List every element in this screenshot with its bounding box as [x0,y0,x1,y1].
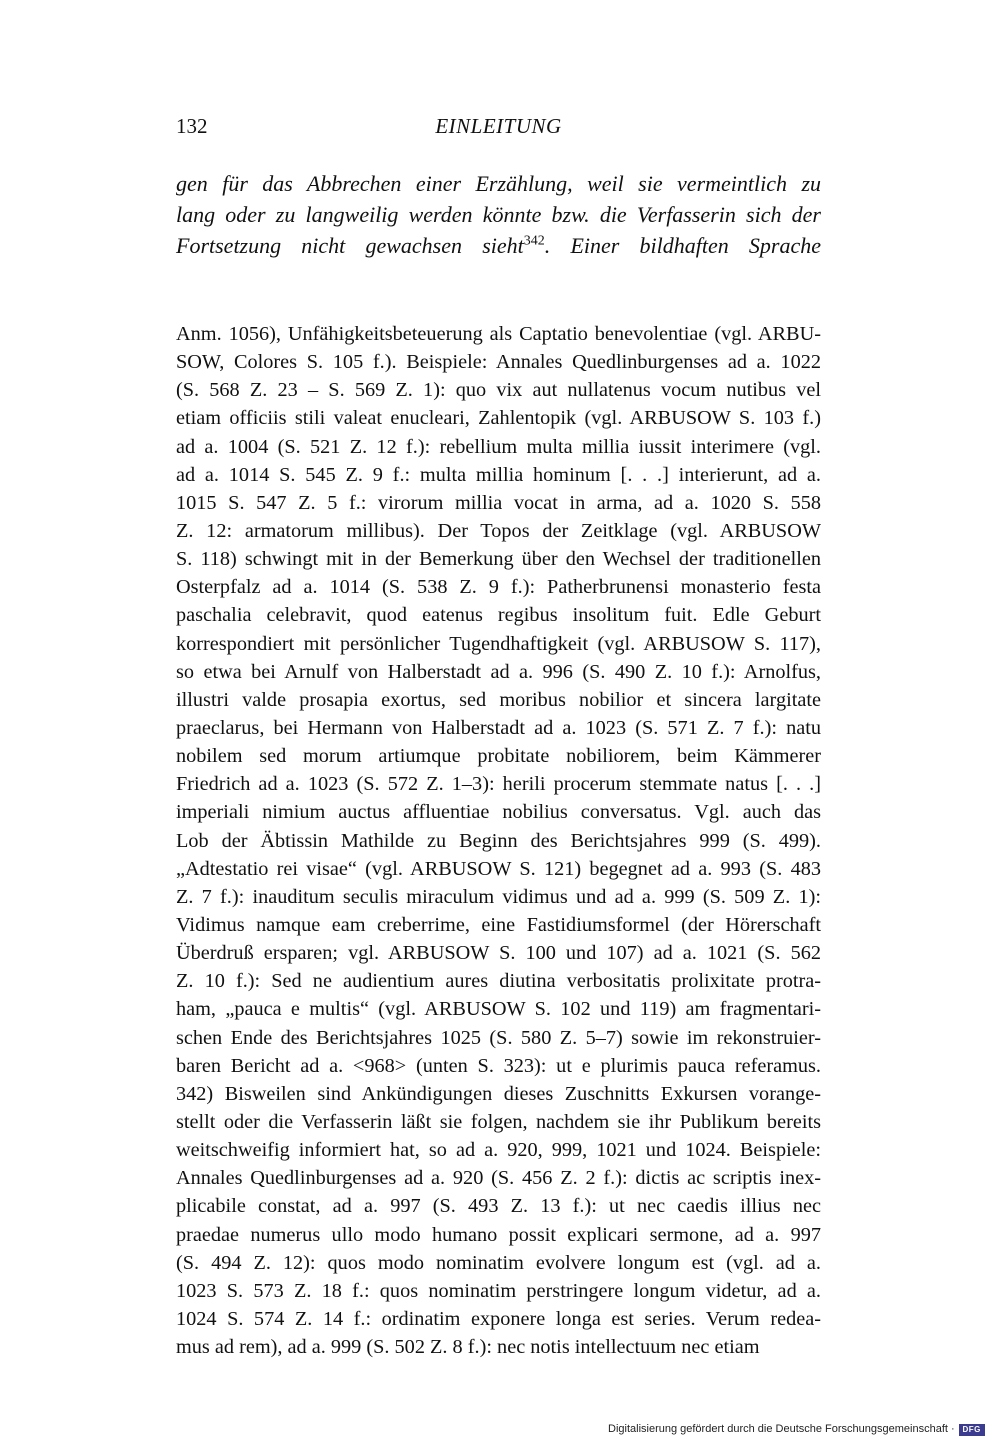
page-header [176,114,821,144]
footnote-line: imperiali nimium auctus affluentiae nobilius conversatus. Vgl. auch das [176,801,821,824]
footnote-line: (S. 494 Z. 12): quos modo nominatim evolvere longum est (vgl. ad a. [176,1251,821,1274]
footnote-line: Z. 10 f.): Sed ne audientium aures diutina verbositatis prolixitate protra- [176,970,821,993]
footnote-line: 1024 S. 574 Z. 14 f.: ordinatim exponere longa est series. Verum redea- [176,1307,821,1330]
footnote-line: schen Ende des Berichtsjahres 1025 (S. 580 Z. 5–7) sowie im rekonstruier- [176,1026,821,1049]
footnote-line: Annales Quedlinburgenses ad a. 920 (S. 456 Z. 2 f.): dictis ac scriptis inex- [176,1167,821,1190]
footer-text: Digitalisierung gefördert durch die Deutsche Forschungsgemeinschaft · [608,1423,955,1435]
footnote-line: ad a. 1004 (S. 521 Z. 12 f.): rebellium multa millia iussit interimere (vgl. [176,435,821,458]
footnote-line: praeclarus, bei Hermann von Halberstadt ad a. 1023 (S. 571 Z. 7 f.): natu [176,716,821,739]
footnote-line: S. 118) schwingt mit in der Bemerkung über den Wechsel der traditionellen [176,548,821,571]
footnote-line: 1023 S. 573 Z. 18 f.: quos nominatim perstringere longum videtur, ad a. [176,1279,821,1302]
main-text-line [176,230,821,261]
footnote-line: Überdruß ersparen; vgl. ARBUSOW S. 100 und 107) ad a. 1021 (S. 562 [176,942,821,965]
footnote-line: Z. 7 f.): inauditum seculis miraculum vidimus und ad a. 999 (S. 509 Z. 1): [176,885,821,908]
dfg-logo: DFG [959,1424,985,1436]
digitization-footer [608,1420,1000,1439]
footnote-line: Lob der Äbtissin Mathilde zu Beginn des Berichtsjahres 999 (S. 499). [176,829,821,852]
footnote-line: Anm. 1056), Unfähigkeitsbeteuerung als Captatio benevolentiae (vgl. ARBU- [176,323,821,345]
footnote-line: 1015 S. 547 Z. 5 f.: virorum millia vocat in arma, ad a. 1020 S. 558 [176,491,821,514]
footnote-line: so etwa bei Arnulf von Halberstadt ad a. 996 (S. 490 Z. 10 f.): Arnolfus, [176,660,821,683]
footnote-line: baren Bericht ad a. <968> (unten S. 323): ut e plurimis pauca referamus. [176,1054,821,1077]
footnote-line: „Adtestatio rei visae“ (vgl. ARBUSOW S. 121) begegnet ad a. 993 (S. 483 [176,857,821,880]
footnote-line: SOW, Colores S. 105 f.). Beispiele: Annales Quedlinburgenses ad a. 1022 [176,351,821,374]
footnote-line: (S. 568 Z. 23 – S. 569 Z. 1): quo vix aut nullatenus vocum nutibus vel [176,379,821,402]
footnote-line: paschalia celebravit, quod eatenus regibus insolitum fuit. Edle Geburt [176,604,821,627]
footnote-line: ad a. 1014 S. 545 Z. 9 f.: multa millia hominum [. . .] interierunt, ad a. [176,463,821,486]
footnote-line: plicabile constat, ad a. 997 (S. 493 Z. 13 f.): ut nec caedis illius nec [176,1195,821,1218]
footnote-line: praedae numerus ullo modo humano possit explicari sermone, ad a. 997 [176,1223,821,1246]
running-head: EINLEITUNG [435,114,562,138]
page-number: 132 [176,114,208,138]
main-text-line: lang oder zu langweilig werden könnte bzw. die Verfasserin sich der [176,202,821,227]
footnote-line: ham, „pauca e multis“ (vgl. ARBUSOW S. 102 und 119) am fragmentari- [176,998,821,1021]
footnote-line: Friedrich ad a. 1023 (S. 572 Z. 1–3): herili procerum stemmate natus [. . .] [176,773,821,796]
footnote-line: etiam officiis stili valeat enucleari, Zahlentopik (vgl. ARBUSOW S. 103 f.) [176,407,821,430]
footnote-line: Osterpfalz ad a. 1014 (S. 538 Z. 9 f.): Patherbrunensi monasterio festa [176,576,821,599]
main-text-fragment: Fortsetzung nicht gewachsen sieht [176,233,524,258]
footnote-line: 342) Bisweilen sind Ankündigungen dieses Zuschnitts Exkursen vorange- [176,1082,821,1105]
footnote-line: mus ad rem), ad a. 999 (S. 502 Z. 8 f.): nec notis intellectuum nec etiam [176,1336,760,1359]
footnote-line: korrespondiert mit persönlicher Tugendhaftigkeit (vgl. ARBUSOW S. 117), [176,632,821,655]
main-text [176,168,821,261]
main-text-fragment: . Einer bildhaften Sprache [544,233,821,258]
footnote-line: weitschweifig informiert hat, so ad a. 920, 999, 1021 und 1024. Beispiele: [176,1139,821,1162]
footnote-reference: 342 [523,233,545,249]
footnote-line: Vidimus namque eam creberrime, eine Fastidiumsformel (der Hörerschaft [176,913,821,936]
footnote-line: nobilem sed morum artiumque probitate nobiliorem, beim Kämmerer [176,745,821,768]
footnote-line: illustri valde prosapia exortus, sed moribus nobilior et sincera largitate [176,688,821,711]
footnote-line: stellt oder die Verfasserin läßt sie folgen, nachdem sie ihr Publikum bereits [176,1110,821,1133]
footnote-line: Z. 12: armatorum millibus). Der Topos der Zeitklage (vgl. ARBUSOW [176,519,821,542]
footnotes [176,320,821,1361]
main-text-line: gen für das Abbrechen einer Erzählung, weil sie vermeintlich zu [176,171,821,196]
